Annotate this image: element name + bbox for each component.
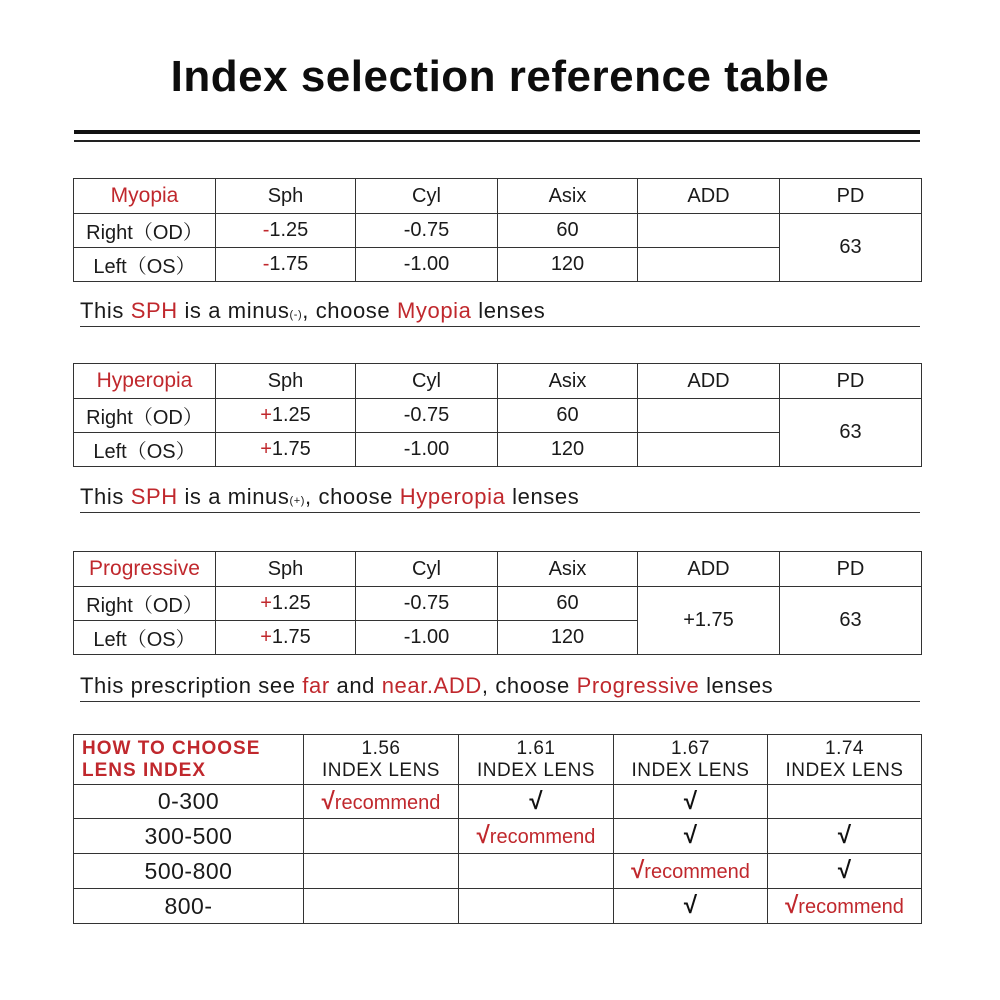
note-far: far [302,673,330,698]
lens-index: 1.56 [361,737,401,759]
sph-value [216,399,356,433]
check-icon: √ [321,787,335,815]
myopia-label: Myopia [74,179,216,214]
recommend-cell [768,889,922,924]
hyperopia-note [80,484,920,513]
lens-label: INDEX LENS [322,759,440,781]
recommend-label: recommend [334,791,441,814]
add-value [638,214,780,248]
axis-header: Asix [498,364,638,399]
recommend-cell [614,854,768,889]
check-icon: √ [785,892,799,919]
sph-value [216,214,356,248]
range-label: 0-300 [74,785,304,819]
check-cell [614,889,768,924]
note-lens-type: Progressive [576,673,700,698]
howto-line: LENS INDEX [82,759,207,781]
lens-header-174 [768,735,922,785]
sph-number: 1.75 [269,253,309,275]
note-lens-type: Hyperopia [399,484,506,509]
check-icon: √ [683,822,698,849]
cyl-value: -0.75 [356,214,498,248]
note-text: This [80,298,131,323]
note-near: near.ADD [381,673,482,698]
sph-value [216,433,356,467]
add-value [638,248,780,282]
cyl-value: -0.75 [356,399,498,433]
axis-header: Asix [498,179,638,214]
note-sph: SPH [130,298,178,323]
sph-sign: - [262,219,270,241]
hyperopia-label: Hyperopia [74,364,216,399]
cyl-value: -1.00 [356,621,498,655]
sph-number: 1.25 [271,592,311,614]
note-text: lenses [471,298,546,323]
sph-value [216,248,356,282]
myopia-note [80,298,920,327]
pd-header: PD [780,552,922,587]
right-eye-label: Right（OD） [74,214,216,248]
empty-cell [459,889,614,924]
note-sign: (-) [289,309,303,321]
recommend-cell [459,819,614,854]
lens-index-table [73,734,922,924]
recommend-cell [304,785,459,819]
check-cell [768,854,922,889]
lens-label: INDEX LENS [631,759,750,781]
note-sign: (+) [289,495,306,507]
sph-header: Sph [216,364,356,399]
empty-cell [768,785,922,819]
add-header: ADD [638,364,780,399]
progressive-label: Progressive [74,552,216,587]
sph-number: 1.75 [271,438,311,460]
empty-cell [459,854,614,889]
add-header: ADD [638,179,780,214]
range-label: 500-800 [74,854,304,889]
right-eye-label: Right（OD） [74,587,216,621]
progressive-note [80,673,920,702]
howto-line: HOW TO CHOOSE [82,737,261,759]
note-text: and [329,673,382,698]
check-icon: √ [476,822,490,849]
note-text: lenses [505,484,580,509]
lens-header-167 [614,735,768,785]
axis-header: Asix [498,552,638,587]
range-label: 800- [74,889,304,924]
check-icon: √ [837,857,852,884]
axis-value: 60 [498,214,638,248]
check-icon: √ [683,892,698,919]
sph-sign: + [260,626,272,648]
check-cell [459,785,614,819]
sph-sign: - [262,253,270,275]
lens-header-161 [459,735,614,785]
how-to-choose-header [74,735,304,785]
empty-cell [304,819,459,854]
add-value [638,433,780,467]
page-title: Index selection reference table [170,52,830,101]
lens-index: 1.61 [516,737,556,759]
progressive-table [73,551,922,655]
add-value [638,399,780,433]
note-text: This [80,484,131,509]
check-icon: √ [837,822,852,849]
note-sph: SPH [130,484,178,509]
note-text: , choose [302,298,397,323]
sph-value [216,587,356,621]
note-text: is a minus [177,298,290,323]
note-text: , choose [305,484,400,509]
cyl-header: Cyl [356,179,498,214]
title-rule-thin [74,140,920,142]
axis-value: 120 [498,433,638,467]
cyl-value: -1.00 [356,248,498,282]
sph-value [216,621,356,655]
axis-value: 60 [498,587,638,621]
note-lens-type: Myopia [396,298,472,323]
empty-cell [304,854,459,889]
recommend-label: recommend [644,861,750,883]
title-rule-thick [74,130,920,134]
recommend-label: recommend [798,896,904,918]
check-icon: √ [529,787,543,815]
sph-header: Sph [216,552,356,587]
pd-header: PD [780,364,922,399]
left-eye-label: Left（OS） [74,248,216,282]
axis-value: 120 [498,621,638,655]
sph-number: 1.25 [271,404,311,426]
add-header: ADD [638,552,780,587]
cyl-value: -1.00 [356,433,498,467]
check-cell [614,819,768,854]
check-cell [614,785,768,819]
lens-label: INDEX LENS [785,759,904,781]
range-label: 300-500 [74,819,304,854]
sph-header: Sph [216,179,356,214]
pd-header: PD [780,179,922,214]
sph-sign: + [260,592,272,614]
cyl-header: Cyl [356,552,498,587]
pd-value: 63 [780,399,922,467]
note-text: This prescription see [80,673,303,698]
note-text: is a minus [177,484,290,509]
empty-cell [304,889,459,924]
note-text: lenses [699,673,774,698]
pd-value: 63 [780,587,922,655]
add-value: +1.75 [638,587,780,655]
left-eye-label: Left（OS） [74,433,216,467]
sph-sign: + [260,404,272,426]
sph-sign: + [260,438,272,460]
lens-index: 1.74 [825,737,864,759]
sph-number: 1.25 [269,219,309,241]
lens-label: INDEX LENS [477,759,595,781]
right-eye-label: Right（OD） [74,399,216,433]
pd-value: 63 [780,214,922,282]
myopia-table [73,178,922,282]
axis-value: 60 [498,399,638,433]
cyl-header: Cyl [356,364,498,399]
hyperopia-table [73,363,922,467]
check-icon: √ [683,787,698,815]
left-eye-label: Left（OS） [74,621,216,655]
check-icon: √ [631,857,645,884]
axis-value: 120 [498,248,638,282]
recommend-label: recommend [489,826,596,848]
lens-index: 1.67 [671,737,710,759]
check-cell [768,819,922,854]
note-text: , choose [481,673,577,698]
cyl-value: -0.75 [356,587,498,621]
sph-number: 1.75 [271,626,311,648]
lens-header-156 [304,735,459,785]
